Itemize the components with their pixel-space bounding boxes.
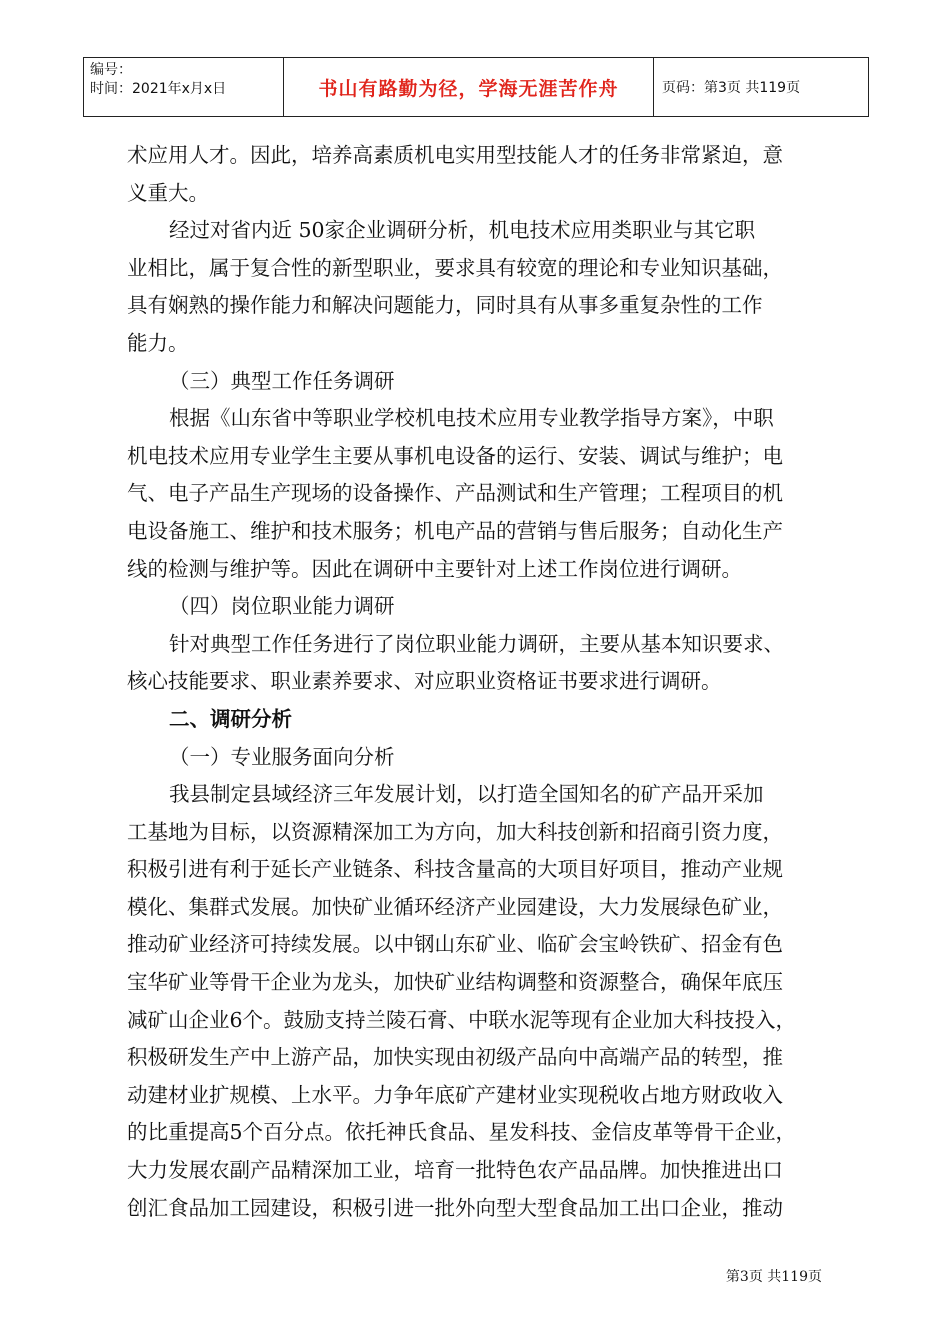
text-line: 动建材业扩规模、上水平。力争年底矿产建材业实现税收占地方财政收入 <box>127 1082 783 1107</box>
text-line: 核心技能要求、职业素养要求、对应职业资格证书要求进行调研。 <box>127 669 722 694</box>
text-line: 具有娴熟的操作能力和解决问题能力，同时具有从事多重复杂性的工作 <box>127 293 763 318</box>
text-line: 大力发展农副产品精深加工业，培育一批特色农产品品牌。加快推进出口 <box>127 1158 783 1183</box>
text-line: 电设备施工、维护和技术服务；机电产品的营销与售后服务；自动化生产 <box>127 518 783 543</box>
text-line: 能力。 <box>127 330 189 355</box>
text-line: 积极研发生产中上游产品，加快实现由初级产品向中高端产品的转型，推 <box>127 1045 783 1070</box>
text-line: 推动矿业经济可持续发展。以中钢山东矿业、临矿会宝岭铁矿、招金有色 <box>127 932 783 957</box>
text-line: 根据《山东省中等职业学校机电技术应用专业教学指导方案》，中职 <box>169 406 774 431</box>
text-line: 的比重提高5个百分点。依托神氏食品、星发科技、金信皮革等骨干企业， <box>127 1120 797 1145</box>
page-header-table <box>83 57 869 117</box>
section-heading: 二、调研分析 <box>169 706 292 731</box>
text-line: 经过对省内近 50家企业调研分析，机电技术应用类职业与其它职 <box>169 218 756 243</box>
header-page-info: 页码：第3页 共119页 <box>662 80 801 96</box>
document-body <box>127 137 837 1227</box>
text-line: （四）岗位职业能力调研 <box>169 594 395 619</box>
text-line: 模化、集群式发展。加快矿业循环经济产业园建设，大力发展绿色矿业， <box>127 894 783 919</box>
text-line: 针对典型工作任务进行了岗位职业能力调研，主要从基本知识要求、 <box>169 631 784 656</box>
page-footer: 第3页 共119页 <box>725 1269 822 1285</box>
text-line: 积极引进有利于延长产业链条、科技含量高的大项目好项目，推动产业规 <box>127 857 783 882</box>
header-motto: 书山有路勤为径，学海无涯苦作舟 <box>284 58 654 116</box>
text-line: 创汇食品加工园建设，积极引进一批外向型大型食品加工出口企业，推动 <box>127 1195 783 1220</box>
text-line: （一）专业服务面向分析 <box>169 744 395 769</box>
text-line: 线的检测与维护等。因此在调研中主要针对上述工作岗位进行调研。 <box>127 556 742 581</box>
text-line: 气、电子产品生产现场的设备操作、产品测试和生产管理；工程项目的机 <box>127 481 783 506</box>
header-meta-cell <box>84 58 284 116</box>
text-line: 术应用人才。因此，培养高素质机电实用型技能人才的任务非常紧迫，意 <box>127 143 783 167</box>
text-line: （三）典型工作任务调研 <box>169 368 395 393</box>
number-label: 编号： <box>90 62 132 78</box>
text-line: 减矿山企业6个。鼓励支持兰陵石膏、中联水泥等现有企业加大科技投入， <box>127 1007 797 1032</box>
time-label: 时间：2021年x月x日 <box>90 81 227 97</box>
text-line: 工基地为目标，以资源精深加工为方向，加大科技创新和招商引资力度， <box>127 819 783 844</box>
text-line: 义重大。 <box>127 180 209 205</box>
text-line: 我县制定县域经济三年发展计划，以打造全国知名的矿产品开采加 <box>169 782 764 807</box>
text-line: 宝华矿业等骨干企业为龙头，加快矿业结构调整和资源整合，确保年底压 <box>127 970 783 995</box>
text-line: 业相比，属于复合性的新型职业，要求具有较宽的理论和专业知识基础， <box>127 255 783 280</box>
text-line: 机电技术应用专业学生主要从事机电设备的运行、安装、调试与维护；电 <box>127 443 783 468</box>
